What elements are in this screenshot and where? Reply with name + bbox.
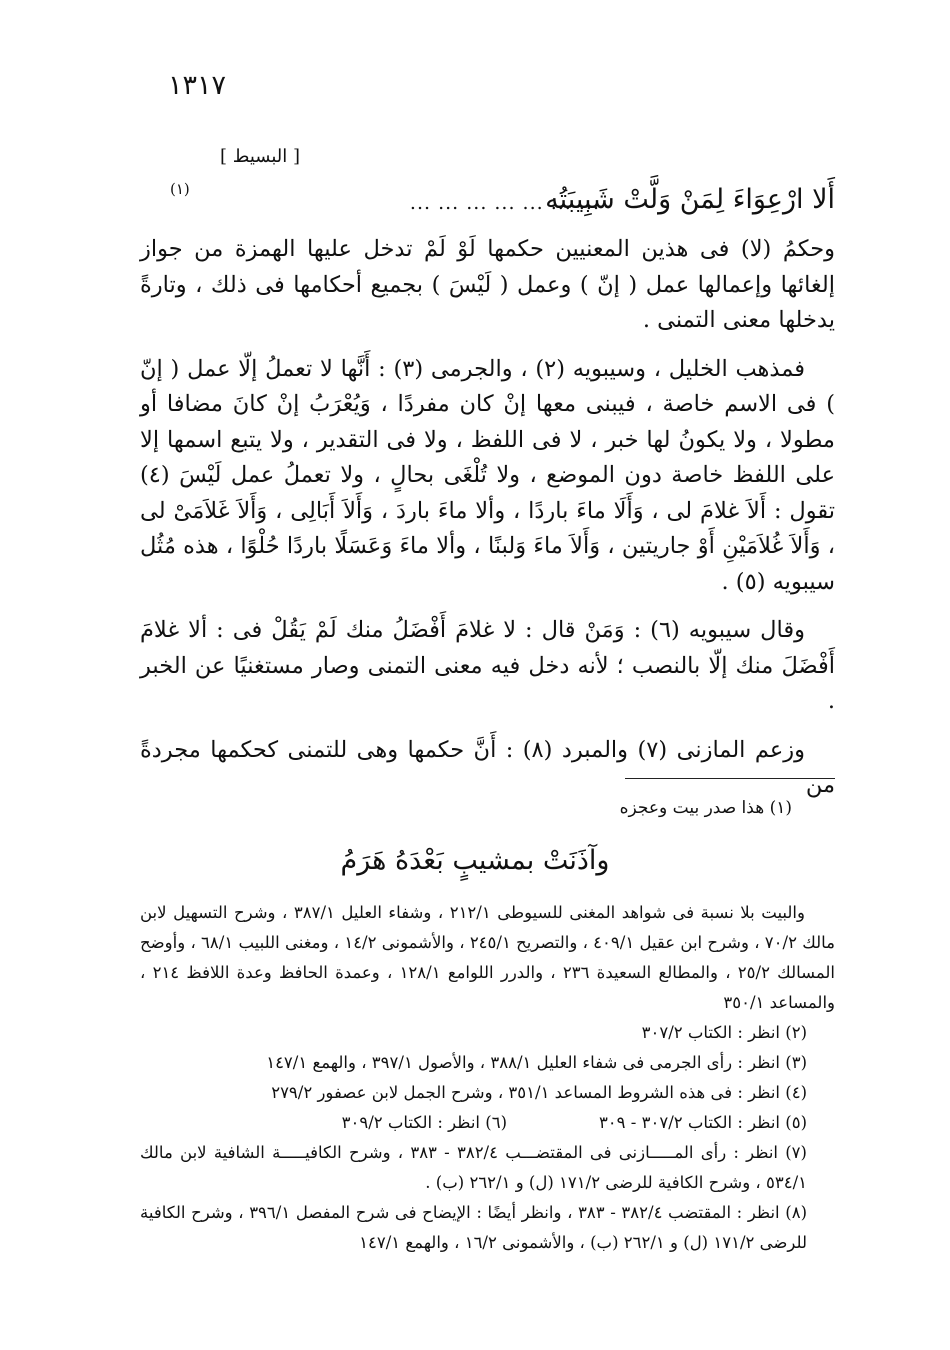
footnote-7: (٧) انظر : رأى المـــــازنى فى المقتضـــب ٣٨٢/٤ - ٣٨٣ ، وشرح الكافيـــــة الشافية لابن مالك ٥٣٤/١ ، وشرح الكافية للرضى ١٧١/٢ (ل) و ٢٦٢/١ (ب) . — [140, 1143, 807, 1192]
meter-label: [ البسيط ] — [220, 146, 300, 167]
paragraph-4: وزعم المازنى (٧) والمبرد (٨) : أَنَّ حكمها وهى للتمنى كحكمها مجردةً من — [140, 736, 835, 798]
page-number: ١٣١٧ — [168, 70, 227, 101]
footnote-3: (٣) انظر : رأى الجرمى فى شفاء العليل ٣٨٨/١ ، والأصول ٣٩٧/١ ، والهمع ١٤٧/١ — [266, 1053, 807, 1072]
verse-hemistich: أَلا ارْعِوَاءَ لِمَنْ وَلَّتْ شَبِيبَتُه — [545, 184, 835, 215]
verse-footnote-ref: (١) — [170, 180, 190, 198]
footnotes-section — [140, 898, 835, 1258]
main-text — [140, 232, 835, 814]
footnote-4: (٤) انظر : فى هذه الشروط المساعد ٣٥١/١ ، وشرح الجمل لابن عصفور ٢٧٩/٢ — [271, 1083, 807, 1102]
footnote-1-verse: وآذَنَتْ بمشيبٍ بَعْدَهُ هَرَمُ — [340, 845, 610, 876]
paragraph-3: وقال سيبويه (٦) : وَمَنْ قال : لا غلامَ أَفْضَلُ منك لَمْ يَقُلْ فى : ألا غلامَ أَفْضَلَ منك إلّا بالنصب ؛ لأنه دخل فيه معنى التمنى وصار مستغنيًا عن الخبر . — [140, 617, 835, 714]
footnote-1-sources: والبيت بلا نسبة فى شواهد المغنى للسيوطى ٢١٢/١ ، وشفاء العليل ٣٨٧/١ ، وشرح التسهيل لابن مالك ٧٠/٢ ، وشرح ابن عقيل ٤٠٩/١ ، والتصريح ٢٤٥/١ ، والأشمونى ١٤/٢ ، ومغنى اللبيب ٦٨/١ ، وأوضح المسالك ٢٥/٢ ، والمطالع السعيدة ٢٣٦ ، والدرر اللوامع ١٢٨/١ ، وعمدة الحافظ وعدة اللافظ ٢١٤ ، والمساعد ٣٥٠/١ — [140, 903, 836, 1012]
poetry-verse — [170, 180, 835, 224]
footnote-divider — [625, 778, 835, 779]
paragraph-1: وحكمُ (لا) فى هذين المعنيين حكمها لَوْ لَمْ تدخل عليها الهمزة من جواز إلغائها وإعمالها عمل ( إنّ ) وعمل ( لَيْسَ ) بجميع أحكامها فى ذلك ، وتارةً يدخلها معنى التمنى . — [140, 236, 835, 333]
verse-omitted-dots: ... ... ... ... ... ... ... — [409, 192, 600, 214]
footnotes-5-6 — [140, 1108, 835, 1138]
footnote-1: (١) هذا صدر بيت وعجزه — [619, 798, 792, 818]
paragraph-2: فمذهب الخليل ، وسيبويه (٢) ، والجرمى (٣) : أَنَّها لا تعملُ إلّا عمل ( إنّ ) فى الاسم خاصة ، فيبنى معها إنْ كان مفردًا ، وَيُعْرَبُ إنْ كانَ مضافا أو مطولا ، ولا يكونُ لها خبر ، لا فى اللفظ ، ولا فى التقدير ، ولا يتبع اسمها إلا على اللفظ خاصة دون الموضع ، ولا تُلْغَى بحالٍ ، ولا تعملُ عمل لَيْسَ (٤) تقول : أَلاَ غلامَ لى ، وَأَلَا ماءَ باردًا ، وألا ماءَ باردَ ، وَأَلاَ أَبَالِى ، وَأَلاَ غَلاَمَىْ لى ، وَأَلاَ غُلاَمَيْنِ أَوْ جاريتين ، وَأَلاَ ماءَ وَلبنًا ، وألا ماءَ وَعَسَلًا باردًا حُلْوًا ، هذه مُثُل سيبويه (٥) . — [140, 355, 835, 595]
footnote-2: (٢) انظر : الكتاب ٣٠٧/٢ — [641, 1023, 807, 1042]
footnote-5: (٥) انظر : الكتاب ٣٠٧/٢ - ٣٠٩ — [598, 1113, 807, 1132]
footnote-8: (٨) انظر : المقتضب ٣٨٢/٤ - ٣٨٣ ، وانظر أيضًا : الإيضاح فى شرح المفصل ٣٩٦/١ ، وشرح الكافية للرضى ١٧١/٢ (ل) و ٢٦٢/١ (ب) ، والأشمونى ١٦/٢ ، والهمع ١٤٧/١ — [140, 1203, 808, 1252]
footnote-6: (٦) انظر : الكتاب ٣٠٩/٢ — [341, 1113, 507, 1132]
